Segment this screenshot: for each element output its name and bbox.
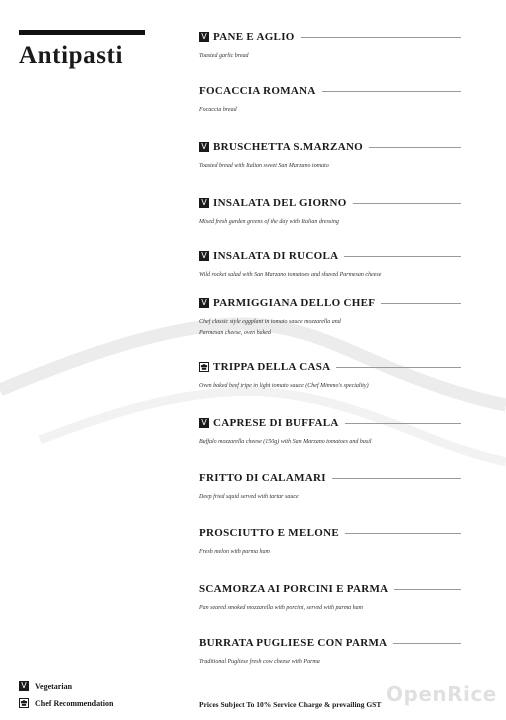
menu-item-name: INSALATA DI RUCOLA — [213, 250, 339, 262]
menu-item-name: PROSCIUTTO E MELONE — [199, 527, 339, 539]
legend-chef-label: Chef Recommendation — [35, 698, 114, 708]
menu-item-rule — [322, 91, 461, 92]
vegetarian-v-icon: V — [199, 418, 209, 428]
vegetarian-v-icon: V — [199, 142, 209, 152]
menu-item-header — [199, 296, 461, 310]
menu-item-description: Pan seared smoked mozzarella with porcini, served with parma ham — [199, 605, 363, 611]
menu-item-description: Oven baked beef tripe in light tomato sauce (Chef Mimmo's speciality) — [199, 383, 369, 389]
menu-item-name: CAPRESE DI BUFFALA — [213, 417, 339, 429]
menu-item — [199, 582, 461, 614]
menu-item-name: FOCACCIA ROMANA — [199, 85, 316, 97]
page-title: Antipasti — [19, 42, 124, 69]
menu-item-name: INSALATA DEL GIORNO — [213, 197, 347, 209]
menu-item-rule — [381, 303, 461, 304]
menu-item-header — [199, 636, 461, 650]
legend-vegetarian — [19, 680, 113, 692]
menu-item-rule — [369, 147, 461, 148]
vegetarian-v-icon: V — [199, 251, 209, 261]
legend-vegetarian-label: Vegetarian — [35, 681, 73, 691]
menu-item-header — [199, 249, 461, 263]
menu-item-name: PANE E AGLIO — [213, 31, 295, 43]
menu-item-description: Fresh melon with parma ham — [199, 549, 270, 555]
menu-item-rule — [301, 37, 461, 38]
menu-item-rule — [353, 203, 461, 204]
menu-item-description: Focaccia bread — [199, 107, 237, 113]
menu-item — [199, 249, 461, 281]
menu-item-name: SCAMORZA AI PORCINI E PARMA — [199, 583, 389, 595]
menu-item — [199, 360, 461, 392]
menu-item-description: Chef classic style eggplant in tomato sauce mozzarella and Parmesan cheese, oven baked — [199, 319, 341, 336]
menu-item-name: FRITTO DI CALAMARI — [199, 472, 326, 484]
menu-item-name: TRIPPA DELLA CASA — [213, 361, 331, 373]
menu-item — [199, 84, 461, 116]
menu-item-description: Buffalo mozzarella cheese (150g) with San Marzano tomatoes and basil — [199, 439, 372, 445]
menu-item — [199, 471, 461, 503]
menu-item-header — [199, 196, 461, 210]
chef-hat-icon — [199, 362, 209, 372]
vegetarian-v-icon: V — [199, 298, 209, 308]
menu-item-rule — [336, 367, 461, 368]
menu-item-header — [199, 471, 461, 485]
menu-item — [199, 526, 461, 558]
menu-item — [199, 416, 461, 448]
service-charge-note: Prices Subject To 10% Service Charge & prevailing GST — [199, 700, 382, 709]
menu-item-rule — [345, 423, 461, 424]
menu-item-header — [199, 416, 461, 430]
menu-item-rule — [393, 643, 461, 644]
menu-item-header — [199, 582, 461, 596]
vegetarian-v-icon: V — [19, 681, 29, 691]
legend-chef — [19, 697, 113, 709]
menu-item-description: Traditional Pugliese fresh cow cheese with Parma — [199, 659, 320, 665]
menu-item-description: Wild rocket salad with San Marzano tomatoes and shaved Parmesan cheese — [199, 272, 382, 278]
menu-item-name: BRUSCHETTA S.MARZANO — [213, 141, 364, 153]
menu-item — [199, 636, 461, 668]
title-rule — [19, 30, 145, 35]
menu-item-rule — [332, 478, 461, 479]
menu-item-description: Toasted garlic bread — [199, 53, 249, 59]
menu-item-name: PARMIGGIANA DELLO CHEF — [213, 297, 376, 309]
legend — [19, 680, 113, 714]
menu-item — [199, 30, 461, 62]
menu-item-description: Toasted bread with Italian sweet San Marzano tomato — [199, 163, 329, 169]
vegetarian-v-icon: V — [199, 198, 209, 208]
menu-item-header — [199, 30, 461, 44]
menu-item-header — [199, 140, 461, 154]
menu-item — [199, 296, 461, 339]
menu-item-rule — [394, 589, 461, 590]
menu-item — [199, 196, 461, 228]
menu-item-header — [199, 526, 461, 540]
menu-item-header — [199, 84, 461, 98]
menu-item-description: Deep fried squid served with tartar sauce — [199, 494, 299, 500]
menu-item-header — [199, 360, 461, 374]
vegetarian-v-icon: V — [199, 32, 209, 42]
menu-item-description: Mixed fresh garden greens of the day with Italian dressing — [199, 219, 339, 225]
watermark: OpenRice — [386, 682, 497, 706]
chef-hat-icon — [19, 698, 29, 708]
menu-item-rule — [345, 533, 461, 534]
menu-item-rule — [344, 256, 461, 257]
menu-item-name: BURRATA PUGLIESE CON PARMA — [199, 637, 388, 649]
menu-item — [199, 140, 461, 172]
